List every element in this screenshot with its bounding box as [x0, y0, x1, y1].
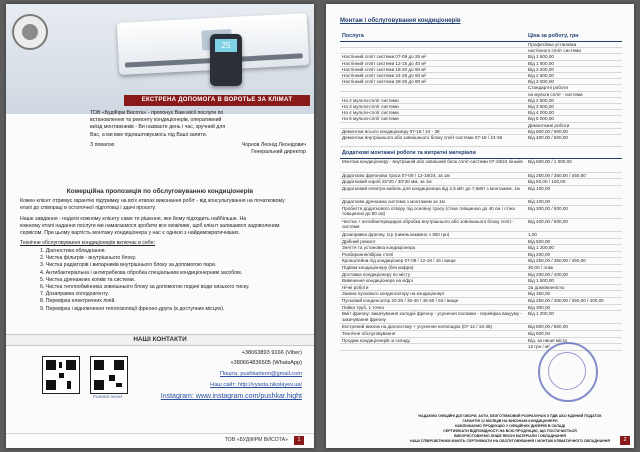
service-name: Пусковий конденсатор 20-30 / 35-40 / 45-50 / 50 і вище — [342, 298, 459, 303]
service-price: За домовленістю — [528, 284, 565, 290]
guarantee-line: ГАРАНТІЯ 12 МІСЯЦІВ НА ВИКОНАНІ КОНДИЦІОНЕРИ — [462, 419, 558, 423]
service-price: Від 4 000,00 — [528, 110, 554, 116]
list-item: 3. Чистка радіаторів і випарників внутрішнього блоку за допомогою пари. — [40, 262, 217, 269]
list-item: 7. Дозаправка холодоагенту. — [40, 291, 109, 298]
service-price: 30,00 / этаж — [528, 265, 554, 270]
contact-viber[interactable]: +38063893 9166 (Viber) — [241, 350, 302, 356]
service-price: Від 250,00 / 350,00 / 450,00 — [528, 172, 586, 178]
list-title: Технічне обслуговування кондиціонерів включає в себе: — [20, 240, 156, 246]
service-price: Від 50,00 / 100,00 — [528, 179, 566, 185]
service-name: Технічне обслуговування — [342, 331, 396, 336]
qr-code-instagram[interactable] — [90, 356, 128, 394]
service-price: Від 300,00 / 500,00 — [528, 205, 568, 211]
para-1 — [20, 198, 304, 212]
intro-block — [90, 110, 306, 156]
service-name: На 2 мульти-спліт системи — [342, 97, 399, 103]
para-line: Наше завдання - надати кожному клієнту саме те рішення, яке йому підходить найбільше. На — [20, 216, 247, 222]
price-row — [340, 265, 622, 272]
service-name: Підйом кондиціонеру (без кифра) — [342, 265, 414, 270]
service-name: Чистка + антибактерицидна обробка внутрішнього або зовнішнього блоку спліт-системи — [342, 218, 513, 230]
service-price: Від 1 600,00 — [528, 54, 554, 60]
service-name: Екстрений виклик на діагностику + усунення неполадок (07-12 / 15-36) — [342, 324, 493, 330]
service-name: Додаткова фреонова траса 07-09 / 12-18/24, за 1м — [342, 172, 450, 178]
sign-right: Генеральний директор — [251, 149, 306, 156]
service-name: Демонтаж внутрішнього або зовнішнього блоку спліт-системи 07-18 / 24-36 — [342, 135, 503, 140]
service-price: 1,00 — [528, 232, 537, 237]
service-price: Від 600,00 / 900,00 — [528, 128, 568, 134]
service-name: Монтаж кондиціонеру - внутрішній або зовнішній блок спліт-системи 07-18/24 ліньків — [342, 159, 523, 165]
qr-label: PUSHKE.HIGHT — [92, 394, 123, 399]
price-row — [340, 239, 622, 246]
list-item: 6. Чистка теплообмінника зовнішнього блоку за допомогою подачі води низького тиску. — [40, 284, 250, 291]
guarantee-line: НАШІ СПІВРОБІТНИКИ МАЮТЬ СЕРТИФІКАТИ НА ОБСЛУГОВУВАННЯ І МОНТАЖ КЛІМАТИЧНОГО ОБЛАДНАННЯ — [410, 439, 610, 443]
price-row — [340, 159, 622, 172]
price-row — [340, 278, 622, 285]
para-2 — [20, 216, 304, 237]
service-name: Настінний спліт системи 24-28 до 60 м² — [342, 73, 427, 78]
offer-title: Комерційна пропозиція по обслуговуванню кондиціонерів — [66, 188, 254, 195]
service-name: Настінний спліт системи 07-09 до 25 м² — [342, 54, 427, 60]
list-item: 1. Діагностика обладнання. — [40, 248, 106, 254]
service-price: Демонтажні роботи — [528, 122, 570, 128]
service-price: Від 2 200,00 — [528, 66, 554, 72]
service-name: Додатковий електро-кабель для кондиціонера від 2,5 кВт до 7,5кВт з монтажем, 1м — [342, 185, 520, 191]
service-price: настінного спліт системи — [528, 48, 581, 54]
para-line: кожному етапі надання послуги ми намагаємося зробити все можливе, щоб клієнт залишився задоволеним — [20, 223, 280, 229]
service-name: Нічні роботи — [342, 284, 369, 290]
service-price: Від 250,00 / 300,00 / 350,00 / 400,00 — [528, 298, 604, 303]
intro-line: виїзд монтажників - Ви назваєте день і час, зручний для — [90, 124, 226, 131]
price-row — [340, 311, 622, 324]
service-name: На 5 мульти-спліт системи — [342, 116, 399, 122]
service-name: Вивезення кондиціонера на кіфрі — [342, 278, 413, 284]
sign-name: Чорнов Леонід Леонідович — [241, 141, 306, 148]
price-row — [340, 272, 622, 279]
remote-display: 25 — [215, 39, 237, 52]
page-left — [6, 4, 314, 448]
service-name: Зняття та установка кондиціонера — [342, 245, 416, 251]
guarantee-line: НАБЛИЖАЄМО ПРОДУКЦІЮ У ОФІЦІЙНИХ ДИЛЕРІВ В СКЛАДІ — [454, 424, 566, 428]
service-price: Від 200,00 / 400,00 — [528, 271, 568, 277]
price-row — [340, 219, 622, 232]
list-item: 8. Перевірка електричних ліній. — [40, 298, 116, 305]
price-row — [340, 232, 622, 239]
service-name: На 3 мульти-спліт системи — [342, 104, 399, 109]
service-name: Пайка труб, 1 точка — [342, 304, 384, 310]
service-price: Від 1 800,00 — [528, 60, 554, 66]
price-row — [340, 285, 622, 292]
price-row — [340, 258, 622, 265]
service-price: Від 2 500,00 — [528, 73, 554, 78]
price-table-header — [340, 32, 622, 42]
service-price: Від 5 000,00 — [528, 116, 554, 122]
service-list — [40, 248, 300, 313]
service-price: Від 300,00 — [528, 304, 551, 310]
service-price: Від 100,00 — [528, 199, 551, 204]
footer — [6, 433, 314, 448]
price-row — [340, 298, 622, 305]
remote-control-image — [210, 34, 242, 86]
para-line: сервісом. При цьому вартість монтажу кондиціонера у нас є однією з найдемократичніших. — [20, 230, 241, 236]
contact-email[interactable]: Пошта: pushkarleon@gmail.com — [220, 371, 302, 377]
service-price: Від 1 500,00 — [528, 278, 554, 284]
service-name: Заміна пускового конденсатору на кондиціонері — [342, 291, 444, 297]
service-name: Доставка кондиціонеру по місту — [342, 271, 411, 277]
service-price: Від 600,00 / 800,00 — [528, 324, 568, 330]
contact-instagram[interactable]: Instagram: www.instagram.com/pushkar.hight — [160, 393, 302, 400]
service-price: Від 500,00 — [528, 238, 551, 244]
intro-line: Вас, а ми вже підлаштовуємось під Ваші запити. — [90, 131, 208, 138]
price-row — [340, 199, 622, 206]
service-price: Від. за нише міста — [528, 337, 567, 343]
price-row — [340, 324, 622, 331]
service-price: Від 200,00 — [528, 251, 551, 257]
service-price: Від 600,00 / 1 000,00 — [528, 159, 572, 165]
service-price: Від 1 200,00 — [528, 311, 554, 317]
service-price: Від 2 500,00 — [528, 97, 554, 103]
price-heading: Монтаж і обслуговування кондиціонерів — [340, 18, 461, 24]
service-price: Від 350,00 — [528, 291, 551, 297]
para-line: Кожен клієнт отримує гарантію підтримку на всіх етапах виконання робіт - від консультування на початковому — [20, 198, 285, 204]
service-name: Додаткова дренажна система з монтажем за 1м — [342, 199, 445, 204]
list-item: 5. Чистка дренажних копків та системи. — [40, 276, 136, 283]
guarantee-line: НАДАЄМО ОФІЦІЙНІ ДОГОВОРИ, АКТИ, БЕЗГОТІВКОВИЙ РОЗРАХУНОК З ПДВ АБО ЄДИНИЙ ПОДАТОК — [418, 414, 602, 418]
service-price: на мульти спліт - системи — [528, 91, 583, 97]
company-stamp — [538, 342, 598, 402]
guarantee-line: СЕРТИФІКАТИ ВІДПОВІДНОСТІ НА ВСЮ ПРОДУКЦІЮ, ЩО ПОСТАЧАЄТЬСЯ — [443, 429, 577, 433]
service-price: Від 3 500,00 — [528, 104, 554, 109]
page-number: 1 — [294, 436, 304, 445]
service-price: Від 100,00 — [528, 185, 551, 191]
para-line: етапі до співпраці в остаточної підготовці і здачі проєкту. — [20, 205, 156, 211]
service-name: Настінний спліт системи 18-20 до 50 м² — [342, 66, 427, 72]
footer-brand: ТОВ «БУДФІРМ ВИСОТА» — [224, 437, 288, 443]
service-name: Додатковий короб 20*20 / 30*30 мм, за 1м — [342, 179, 432, 185]
price-row — [340, 245, 622, 252]
service-name: Кронштейни під кондиціонер 07-09 / 12-18 / 16 і вище — [342, 258, 456, 264]
col-price: Ціна за роботу, грн — [528, 33, 579, 39]
emergency-banner: ЕКСТРЕНА ДОПОМОГА В ВОРОТЬЕ ЗА КЛІМАТ — [124, 95, 310, 106]
service-price: 12 грн / м² — [528, 344, 550, 350]
service-price: Від 600,00 — [528, 331, 551, 336]
price-row — [340, 331, 622, 338]
service-price: Від 1 200,00 — [528, 245, 554, 251]
page-number-right: 2 — [620, 436, 630, 445]
sign-left: З повагою — [90, 141, 115, 148]
service-name: Дрібний ремонт — [342, 238, 376, 244]
service-price: Від 400,00 / 600,00 — [528, 135, 568, 140]
service-name: Настінний спліт системи 28-36 до 80 м² — [342, 79, 427, 85]
service-name: Демонтаж всього кондиціонеру 07-18 / 24 - 36 — [342, 128, 440, 134]
price-row — [340, 206, 622, 219]
service-name: Продаж кондиціонерів зі складу. — [342, 337, 411, 343]
company-logo — [12, 14, 48, 50]
extra-title: Додаткові монтажні роботи та витратні матеріали — [342, 150, 476, 157]
price-row — [340, 135, 622, 147]
col-service: Послуга — [342, 33, 364, 39]
service-name: Настінний спліт системи 12-15 до 40 м² — [342, 60, 427, 66]
service-price: Від 250,00 / 350,00 / 450,00 — [528, 258, 586, 264]
service-price: Професійна установка — [528, 42, 577, 47]
contact-whatsapp[interactable]: +380664836505 (WhatsApp) — [230, 360, 302, 366]
service-price: Від 400,00 / 600,00 — [528, 218, 568, 224]
price-row — [340, 338, 622, 345]
list-item: 9. Перевірка і відновлення теплоізоляції фреоно-друга (в доступних місцях). — [40, 305, 225, 312]
guarantee-line: ВИКОРИСТОВУЄМО ЛИШЕ ЯКІСНІ МАТЕРІАЛИ І ОБЛАДНАННЯ — [454, 434, 566, 438]
service-price: Від 3 000,00 — [528, 79, 554, 85]
service-price: Стандартні роботи — [528, 85, 568, 91]
price-row — [340, 186, 622, 199]
service-name: Дозаправка фреону, 1гр (нижньлакимно з 300 грн) — [342, 232, 450, 237]
contacts-title: НАШІ КОНТАКТИ — [6, 334, 314, 346]
intro-line: ТОВ «БудФірм Висота» - пропонує Вам місії послуги по — [90, 110, 224, 116]
service-name: Пробиття додаткового отвору під основну трасу (стіна товщиною до 40 см / стіна товщиною до 80 см) — [342, 205, 515, 217]
extra-header — [340, 149, 622, 159]
price-row — [340, 291, 622, 298]
service-name: На 4 мульти-спліт системи — [342, 110, 399, 116]
list-item: 2. Чистка фільтрів - внутрішнього блоку. — [40, 255, 137, 262]
qr-code-site[interactable] — [42, 356, 80, 394]
guarantee-block — [410, 414, 610, 444]
service-name: Розбирання/збірка стелі — [342, 251, 394, 257]
service-name: Вміт фреону: викачування холодні фреону - усунення поломки - перевірка вакууму - закачування фреону — [342, 311, 522, 322]
intro-line: встановленню та ремонту кондиціонерів, оперативний — [90, 117, 222, 124]
contact-site[interactable]: Наш сайт: http://vysota.nikolayev.ua/ — [210, 382, 302, 388]
price-row — [340, 305, 622, 312]
page-right — [326, 4, 634, 448]
price-row — [340, 179, 622, 186]
list-item: 4. Антибактеріальна і антигрибкова обробка спеціальним кондиціонерним засобом. — [40, 269, 243, 276]
